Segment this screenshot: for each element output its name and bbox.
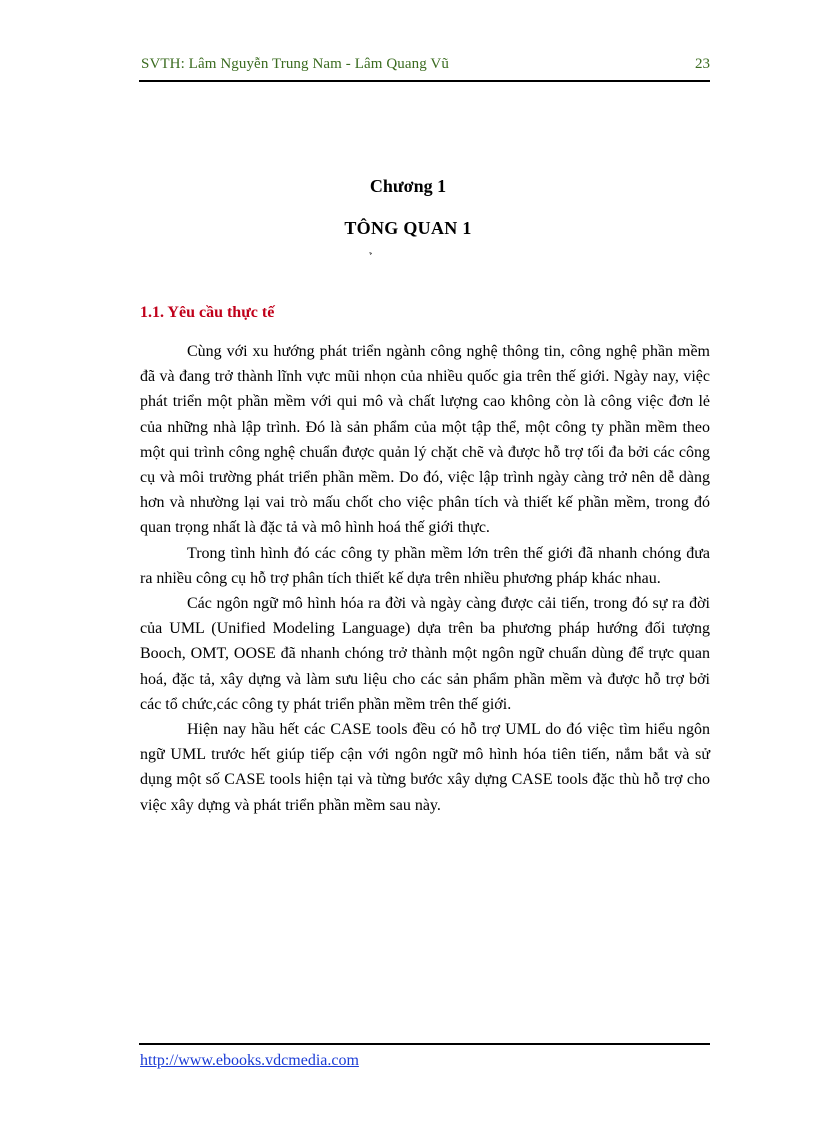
paragraph: Các ngôn ngữ mô hình hóa ra đời và ngày càng được cải tiến, trong đó sự ra đời của UML (Unified Modeling Language) dựa trên ba phương pháp hướng đối tượng Booch, OMT, OOSE đã nhanh chóng trở thành một ngôn ngữ chuẩn dùng để trực quan hoá, đặc tả, xây dựng và làm sưu liệu cho các sản phẩm phần mềm và được hỗ trợ bởi các tổ chức,các công ty phát triển phần mềm trên thế giới. xyxy=(140,595,710,713)
header-divider xyxy=(139,80,710,82)
footer-divider xyxy=(139,1043,710,1045)
chapter-number: Chương 1 xyxy=(369,176,447,196)
section-heading: 1.1. Yêu cầu thực tế xyxy=(140,304,275,321)
paragraph: Hiện nay hầu hết các CASE tools đều có hỗ trợ UML do đó việc tìm hiểu ngôn ngữ UML trước hết giúp tiếp cận với ngôn ngữ mô hình hóa tiên tiến, nắm bắt và sử dụng một số CASE tools hiện tại và từng bước xây dựng CASE tools đặc thù hỗ trợ cho việc xây dựng và phát triển phần mềm sau này. xyxy=(140,721,710,814)
footer-link[interactable]: http://www.ebooks.vdcmedia.com xyxy=(140,1052,359,1069)
paragraph: Cùng với xu hướng phát triển ngành công nghệ thông tin, công nghệ phần mềm đã và đang trở thành lĩnh vực mũi nhọn của nhiều quốc gia trên thế giới. Ngày nay, việc phát triển một phần mềm với qui mô và chất lượng cao không còn là công việc đơn lẻ của những nhà lập trình. Đó là sản phẩm của một tập thể, một công ty phần mềm theo một qui trình công nghệ chuẩn được quản lý chặt chẽ và được hỗ trợ tối đa bởi các công cụ và môi trường phát triển phần mềm. Do đó, việc lập trình ngày càng trở nên dễ dàng hơn và nhường lại vai trò mấu chốt cho việc phân tích và thiết kế phần mềm, trong đó quan trọng nhất là đặc tả và mô hình hoá thế giới thực. xyxy=(140,343,710,537)
page-header xyxy=(139,56,710,80)
header-author: SVTH: Lâm Nguyễn Trung Nam - Lâm Quang Vũ xyxy=(141,56,449,72)
body-text xyxy=(140,339,710,818)
paragraph: Trong tình hình đó các công ty phần mềm lớn trên thế giới đã nhanh chóng đưa ra nhiều công cụ hỗ trợ phân tích thiết kế dựa trên nhiều phương pháp khác nhau. xyxy=(140,544,710,587)
chapter-title: TÔNG QUAN 1 xyxy=(344,218,472,238)
page-number: 23 xyxy=(695,56,710,72)
